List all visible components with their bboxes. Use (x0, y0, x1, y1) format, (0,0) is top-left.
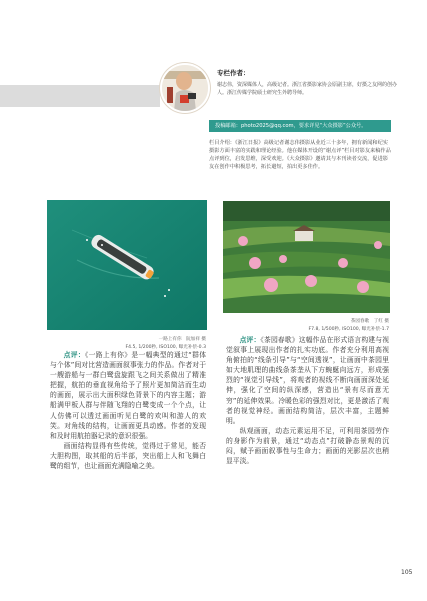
left-review-p1-text: 《一路上有你》是一幅典型的通过“群体与个体”间对比营造画面叙事张力的作品。作者对于一艘游船与一群白鹭盘旋跟飞之间关系做出了精准把握，航拍的垂直视角给予了照片更加简洁而生动的画面，展示出大面积绿色背景下的内容主题；游船满甲板人群与伴随飞翔的白鹭变成一个个点，让人仿佛可以透过画面听见白鹭的欢叫和游人的欢笑。对角线的结构，让画面更具动感。作者的发现和及时用航拍器记录的意识很强。 (50, 351, 206, 440)
section-gray-band (0, 85, 160, 107)
author-avatar (160, 63, 210, 113)
right-review (226, 335, 389, 466)
left-review (50, 350, 206, 471)
submission-email-bar: 投稿邮箱：photo2025@qq.com，要求详见“大众摄影”公众号。 (209, 120, 391, 132)
author-bio: 谢志伟，资深媒体人，高级记者。浙江省摄影家协会原副主席，好摄之友网的创办人。浙江传媒学院硕士研究生外聘导师。 (217, 82, 398, 96)
left-review-lead: 点评： (63, 351, 85, 359)
author-heading: 专栏作者： (217, 69, 250, 77)
left-photo-caption-exif: F4.5, 1/200秒, ISO100, 曝光补偿-0.3 (125, 345, 206, 350)
left-photo-caption-title: 一路上有你 阮加祥 摄 (158, 337, 206, 342)
photo-tea-garden (223, 201, 390, 313)
right-photo-caption-title: 茶园春歌 丁红 摄 (350, 319, 389, 324)
left-review-paragraph-2: 画面结构显得有些传统，觉得过于常见，能否大胆构图，取其船的后半部，突出船上人和飞舞白鹭的组节，也让画面充满隐喻之美。 (50, 441, 206, 471)
photo-boat-aerial (47, 200, 207, 330)
right-photo-caption-exif: F7.8, 1/500秒, ISO100, 曝光补偿-1.7 (308, 327, 389, 332)
right-review-paragraph-2: 纵观画面，动态元素运用不足，可利用茶园劳作的身影作为前景，通过“动态点”打破静态景观的沉闷，赋予画面叙事性与生命力；画面的光影层次也稍显平淡。 (226, 426, 389, 466)
right-review-p1-text: 《茶园春歌》这幅作品在形式语言构建与视觉叙事上展现出作者的扎实功底。作者充分利用高视角俯拍的“线条引导”与“空间透视”，让画面中茶园里如大地肌理的曲线条茶垄从下方蜿蜒向远方，形成强烈的“视觉引导线”，将观者的视线不断向画面深处延伸，强化了空间的纵深感，营造出“景有尽而意无穷”的延伸效果。冷暖色彩的强烈对比，更是激活了观者的视觉神经。画面结构简洁，层次丰富，主题鲜明。 (226, 336, 389, 425)
right-review-lead: 点评： (239, 336, 261, 344)
left-review-paragraph-1 (50, 350, 206, 441)
page-number: 105 (401, 569, 413, 576)
column-intro: 栏目介绍：《浙江日报》高级记者谢志伟摄影从业近三十多年，拥有新闻和纪实摄影方面丰富的实践和理论经验。他在媒体开设的“谢点评”栏目对影友来稿作品点评到位，启发思维，深受欢迎。《大众摄影》邀请其与本刊读者交流，促进影友在创作中积极思考，拓长避短，拍出更多佳作。 (209, 140, 391, 170)
right-review-paragraph-1 (226, 335, 389, 426)
